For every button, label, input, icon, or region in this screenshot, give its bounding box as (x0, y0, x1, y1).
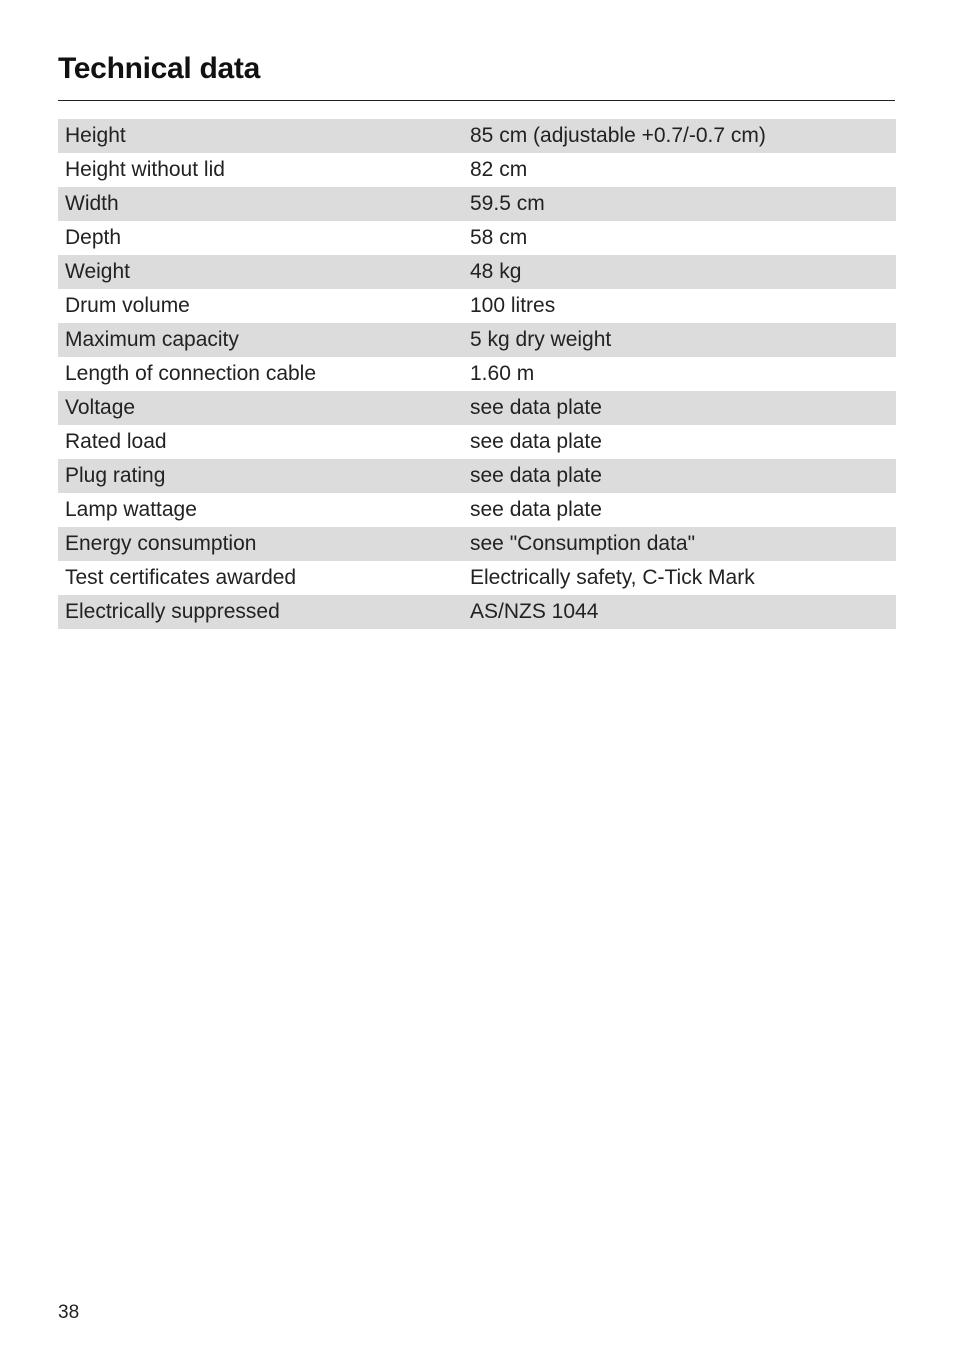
table-row (58, 255, 896, 289)
spec-label: Weight (58, 255, 463, 289)
spec-label: Maximum capacity (58, 323, 463, 357)
table-row (58, 221, 896, 255)
spec-label: Width (58, 187, 463, 221)
spec-label: Drum volume (58, 289, 463, 323)
spec-value: see "Consumption data" (463, 527, 896, 561)
title-divider (58, 100, 895, 101)
table-row (58, 391, 896, 425)
table-row (58, 561, 896, 595)
spec-label: Lamp wattage (58, 493, 463, 527)
spec-label: Length of connection cable (58, 357, 463, 391)
spec-label: Height (58, 119, 463, 153)
spec-label: Test certificates awarded (58, 561, 463, 595)
spec-label: Rated load (58, 425, 463, 459)
spec-value: 58 cm (463, 221, 896, 255)
spec-value: 82 cm (463, 153, 896, 187)
spec-value: see data plate (463, 493, 896, 527)
spec-value: 1.60 m (463, 357, 896, 391)
table-row (58, 119, 896, 153)
table-row (58, 187, 896, 221)
spec-value: 48 kg (463, 255, 896, 289)
spec-value: 100 litres (463, 289, 896, 323)
technical-data-table-body (58, 119, 896, 629)
spec-value: 59.5 cm (463, 187, 896, 221)
technical-data-table (58, 119, 896, 629)
spec-value: Electrically safety, C-Tick Mark (463, 561, 896, 595)
page-title: Technical data (58, 52, 260, 85)
spec-label: Height without lid (58, 153, 463, 187)
spec-label: Energy consumption (58, 527, 463, 561)
spec-label: Plug rating (58, 459, 463, 493)
spec-label: Depth (58, 221, 463, 255)
spec-value: see data plate (463, 459, 896, 493)
spec-value: 5 kg dry weight (463, 323, 896, 357)
table-row (58, 289, 896, 323)
spec-value: see data plate (463, 425, 896, 459)
spec-value: 85 cm (adjustable +0.7/-0.7 cm) (463, 119, 896, 153)
table-row (58, 595, 896, 629)
table-row (58, 459, 896, 493)
table-row (58, 527, 896, 561)
spec-value: AS/NZS 1044 (463, 595, 896, 629)
page-number: 38 (58, 1302, 80, 1323)
table-row (58, 493, 896, 527)
spec-label: Electrically suppressed (58, 595, 463, 629)
table-row (58, 357, 896, 391)
spec-value: see data plate (463, 391, 896, 425)
table-row (58, 323, 896, 357)
spec-label: Voltage (58, 391, 463, 425)
table-row (58, 425, 896, 459)
table-row (58, 153, 896, 187)
